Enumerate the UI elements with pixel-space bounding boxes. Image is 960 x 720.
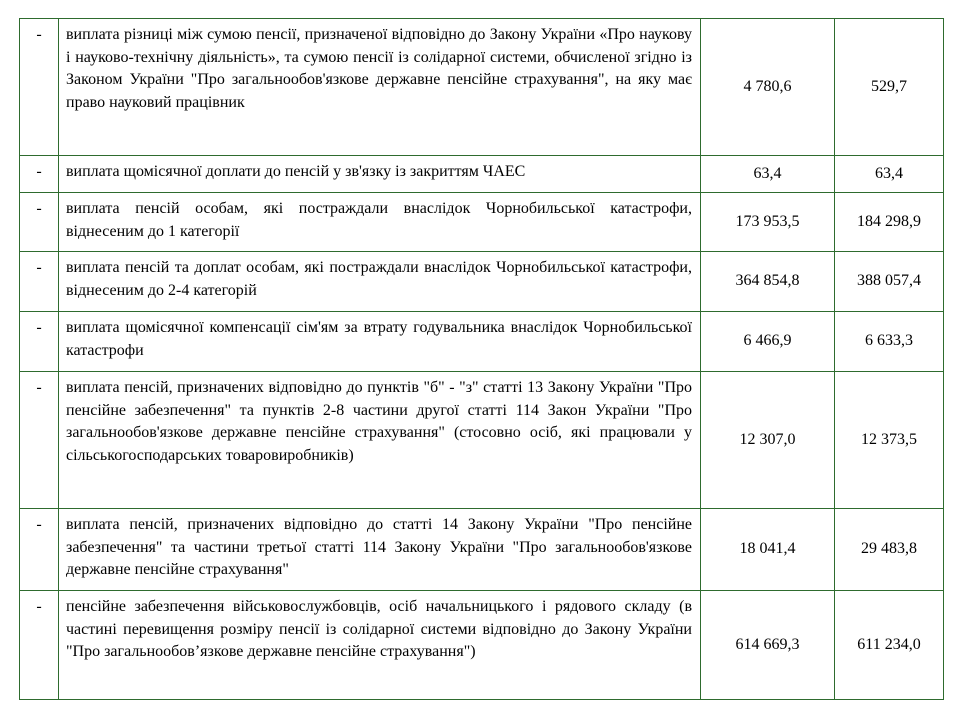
row-description: виплата пенсій, призначених відповідно до статті 14 Закону України "Про пенсійне забезпечення" та частини третьої статті 114 Закону України "Про загальнообов'язкове державне пенсійне страхування" [59,509,701,591]
table-row [20,252,944,312]
row-value-1: 18 041,4 [701,509,835,591]
row-description: пенсійне забезпечення військовослужбовців, осіб начальницького і рядового складу (в частині перевищення розміру пенсії із солідарної системи відповідно до Закону України "Про загальнообов’язкове державне пенсійне страхування") [59,591,701,700]
row-marker: - [20,19,59,156]
row-description: виплата щомісячної доплати до пенсій у зв'язку із закриттям ЧАЕС [59,156,701,193]
row-value-2: 529,7 [835,19,944,156]
row-value-1: 12 307,0 [701,372,835,509]
row-marker: - [20,252,59,312]
table-row [20,193,944,252]
row-value-1: 614 669,3 [701,591,835,700]
row-marker: - [20,312,59,372]
row-description: виплата пенсій, призначених відповідно до пунктів "б" - "з" статті 13 Закону України "Про пенсійне забезпечення" та пунктів 2-8 частини другої статті 114 Закон України "Про загальнообов'язкове державне пенсійне страхування" (стосовно осіб, які працювали у сільськогосподарських товаровиробників) [59,372,701,509]
row-description: виплата пенсій особам, які постраждали внаслідок Чорнобильської катастрофи, віднесеним до 1 категорії [59,193,701,252]
row-marker: - [20,193,59,252]
table-row [20,19,944,156]
row-value-1: 173 953,5 [701,193,835,252]
table-row [20,372,944,509]
row-value-2: 184 298,9 [835,193,944,252]
table-row [20,591,944,700]
row-description: виплата пенсій та доплат особам, які постраждали внаслідок Чорнобильської катастрофи, віднесеним до 2-4 категорій [59,252,701,312]
row-value-1: 6 466,9 [701,312,835,372]
row-value-1: 63,4 [701,156,835,193]
row-value-1: 4 780,6 [701,19,835,156]
table-row [20,509,944,591]
budget-table [19,18,944,700]
row-marker: - [20,372,59,509]
row-value-2: 388 057,4 [835,252,944,312]
table-row [20,312,944,372]
row-value-2: 611 234,0 [835,591,944,700]
table-row [20,156,944,193]
row-marker: - [20,509,59,591]
row-marker: - [20,156,59,193]
row-value-2: 6 633,3 [835,312,944,372]
row-value-2: 29 483,8 [835,509,944,591]
row-description: виплата щомісячної компенсації сім'ям за втрату годувальника внаслідок Чорнобильської катастрофи [59,312,701,372]
row-value-1: 364 854,8 [701,252,835,312]
row-value-2: 63,4 [835,156,944,193]
row-marker: - [20,591,59,700]
row-value-2: 12 373,5 [835,372,944,509]
row-description: виплата різниці між сумою пенсії, призначеної відповідно до Закону України «Про наукову і науково-технічну діяльність», та сумою пенсії із солідарної системи, обчисленої згідно із Законом України "Про загальнообов'язкове державне пенсійне страхування", на яку має право науковий працівник [59,19,701,156]
